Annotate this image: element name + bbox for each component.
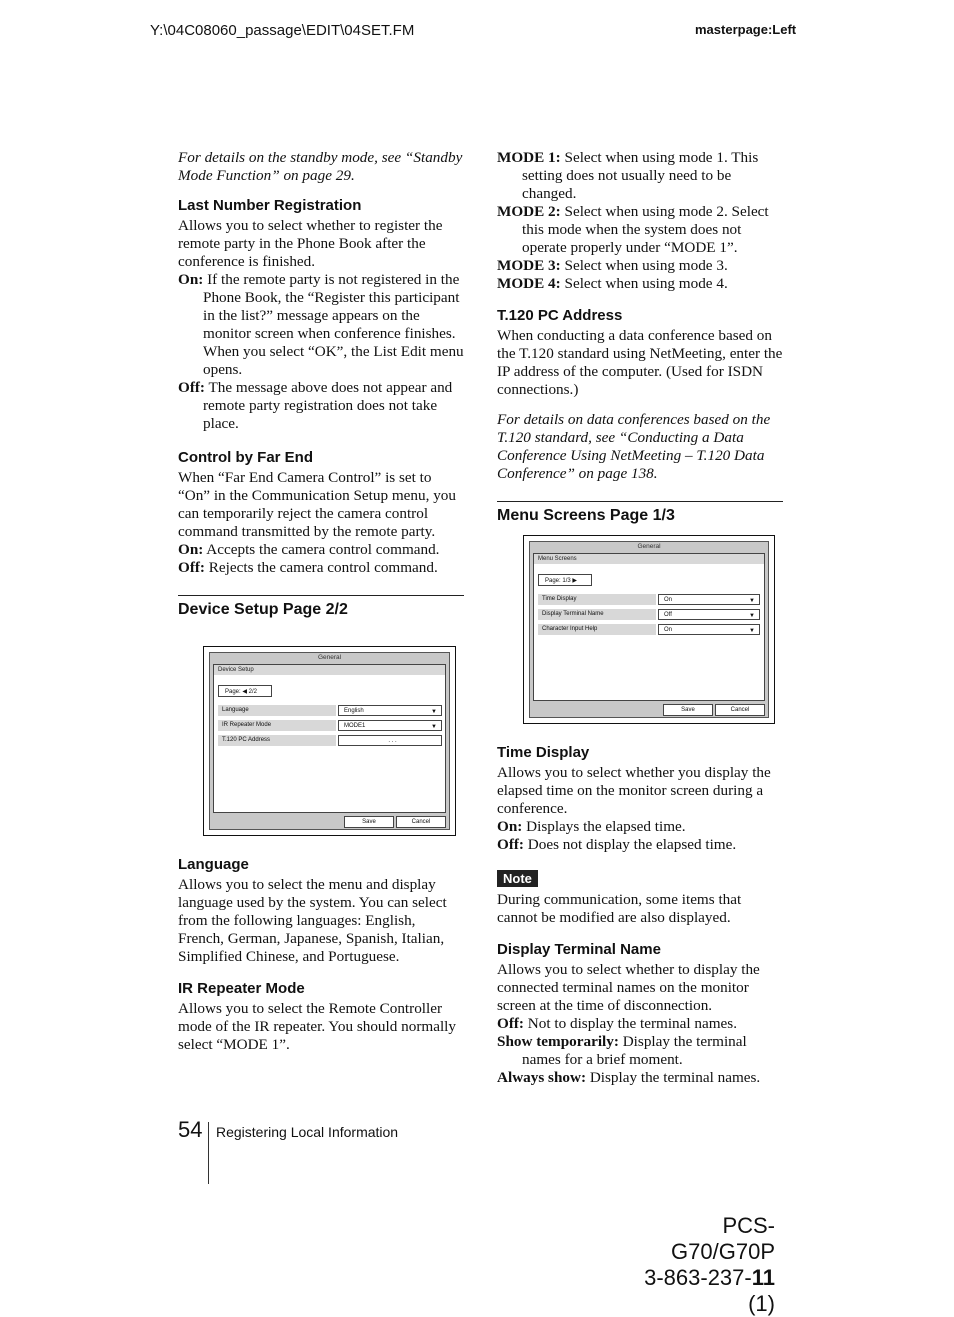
page-right-arrow-icon[interactable]: ▶ (572, 578, 577, 584)
ir-repeater-row-label: IR Repeater Mode (218, 720, 336, 731)
note-text: During communication, some items that cannot be modified are also displayed. (497, 891, 742, 926)
display-terminal-show-temp: Show temporarily: Display the terminal names for a brief moment. (497, 1033, 747, 1068)
last-number-heading: Last Number Registration (178, 197, 362, 214)
save-button[interactable]: Save (344, 816, 394, 828)
left-column-lower (178, 852, 464, 1054)
control-far-end-body: When “Far End Camera Control” is set to “On” in the Communication Setup menu, you can temporarily reject the camera control command transmitted by the remote party. (178, 469, 456, 540)
language-body: Allows you to select the menu and display language used by the system. You can select from the following languages: English, French, German, Japanese, Spanish, Italian, Simplified Chinese, and Portuguese. (178, 876, 447, 965)
device-setup-heading: Device Setup Page 2/2 (178, 595, 464, 620)
character-input-row-label: Character Input Help (538, 624, 656, 635)
time-display-select[interactable]: On ▼ (658, 594, 760, 605)
screen-subtitle: Device Setup (214, 665, 445, 675)
masterpage-label: masterpage:Left (695, 22, 797, 37)
menu-screens-screenshot (523, 535, 775, 724)
page-number: 54 (178, 1117, 203, 1142)
last-number-off: Off: The message above does not appear and remote party registration does not take place. (178, 379, 453, 432)
dropdown-arrow-icon: ▼ (749, 598, 755, 604)
display-terminal-body: Allows you to select whether to display the connected terminal names on the monitor screen at the time of disconnection. (497, 961, 760, 1014)
time-display-on: On: Displays the elapsed time. (497, 818, 686, 835)
ir-repeater-body: Allows you to select the Remote Controller mode of the IR repeater. You should normally select “MODE 1”. (178, 1000, 456, 1053)
ir-repeater-heading: IR Repeater Mode (178, 980, 305, 997)
dropdown-arrow-icon: ▼ (749, 613, 755, 619)
display-terminal-select[interactable]: Off ▼ (658, 609, 760, 620)
time-display-off: Off: Does not display the elapsed time. (497, 836, 737, 853)
mode-2: MODE 2: Select when using mode 2. Select this mode when the system does not operate properly under “MODE 1”. (497, 203, 769, 256)
model-line-1: PCS-G70/G70P (671, 1213, 775, 1264)
language-select[interactable]: English ▼ (338, 705, 442, 716)
save-button[interactable]: Save (663, 704, 713, 716)
display-terminal-off: Off: Not to display the terminal names. (497, 1015, 738, 1032)
file-path-header: Y:\04C08060_passage\EDIT\04SET.FM (150, 22, 415, 39)
display-terminal-always: Always show: Display the terminal names. (497, 1069, 761, 1086)
language-heading: Language (178, 856, 249, 873)
time-display-heading: Time Display (497, 744, 590, 761)
language-row-label: Language (218, 705, 336, 716)
ir-repeater-select[interactable]: MODE1 ▼ (338, 720, 442, 731)
screen-subtitle: Menu Screens (534, 554, 764, 564)
time-display-body: Allows you to select whether you display the elapsed time on the monitor screen during a conference. (497, 764, 771, 817)
control-far-end-heading: Control by Far End (178, 449, 313, 466)
time-display-row-label: Time Display (538, 594, 656, 605)
display-terminal-row-label: Display Terminal Name (538, 609, 656, 620)
mode-4: MODE 4: Select when using mode 4. (497, 275, 728, 292)
last-number-on: On: If the remote party is not registered in the Phone Book, the “Register this participant in the list?” message appears on the monitor screen when conference finishes. When you select “OK”, the List Edit menu opens. (178, 271, 464, 378)
character-input-select[interactable]: On ▼ (658, 624, 760, 635)
footer-section: Registering Local Information (216, 1124, 399, 1140)
t120-note: For details on data conferences based on the T.120 standard, see “Conducting a Data Conference Using NetMeeting – T.120 Data Conference” on page 138. (497, 411, 771, 482)
screen-title: General (637, 543, 661, 550)
cancel-button[interactable]: Cancel (396, 816, 446, 828)
page-selector[interactable]: Page: ◀ 2/2 (218, 685, 272, 697)
model-info (620, 1213, 775, 1317)
control-far-end-off: Off: Rejects the camera control command. (178, 559, 438, 576)
t120-row-label: T.120 PC Address (218, 735, 336, 746)
page-left-arrow-icon[interactable]: ◀ (242, 689, 247, 695)
footer-divider (208, 1122, 209, 1184)
control-far-end-on: On: Accepts the camera control command. (178, 541, 440, 558)
model-line-2: 3-863-237-11 (1) (644, 1265, 775, 1316)
device-setup-screenshot (203, 646, 456, 836)
t120-heading: T.120 PC Address (497, 307, 623, 324)
page-selector[interactable]: Page: 1/3 ▶ (538, 574, 592, 586)
dropdown-arrow-icon: ▼ (431, 709, 437, 715)
t120-body: When conducting a data conference based on the T.120 standard using NetMeeting, enter the IP address of the computer. (Used for ISDN connections.) (497, 327, 783, 398)
dropdown-arrow-icon: ▼ (431, 724, 437, 730)
standby-note: For details on the standby mode, see “Standby Mode Function” on page 29. (178, 149, 463, 184)
dropdown-arrow-icon: ▼ (749, 628, 755, 634)
mode-3: MODE 3: Select when using mode 3. (497, 257, 728, 274)
note-badge: Note (497, 870, 538, 887)
menu-screens-heading: Menu Screens Page 1/3 (497, 501, 783, 526)
right-column-lower (497, 740, 783, 1087)
mode-1: MODE 1: Select when using mode 1. This setting does not usually need to be changed. (497, 149, 759, 202)
left-column (178, 149, 464, 630)
cancel-button[interactable]: Cancel (715, 704, 765, 716)
last-number-body: Allows you to select whether to register the remote party in the Phone Book after the conference is finished. (178, 217, 443, 270)
t120-address-input[interactable]: . . . (338, 735, 442, 746)
display-terminal-heading: Display Terminal Name (497, 941, 661, 958)
screen-title: General (317, 654, 342, 661)
right-column (497, 149, 783, 536)
